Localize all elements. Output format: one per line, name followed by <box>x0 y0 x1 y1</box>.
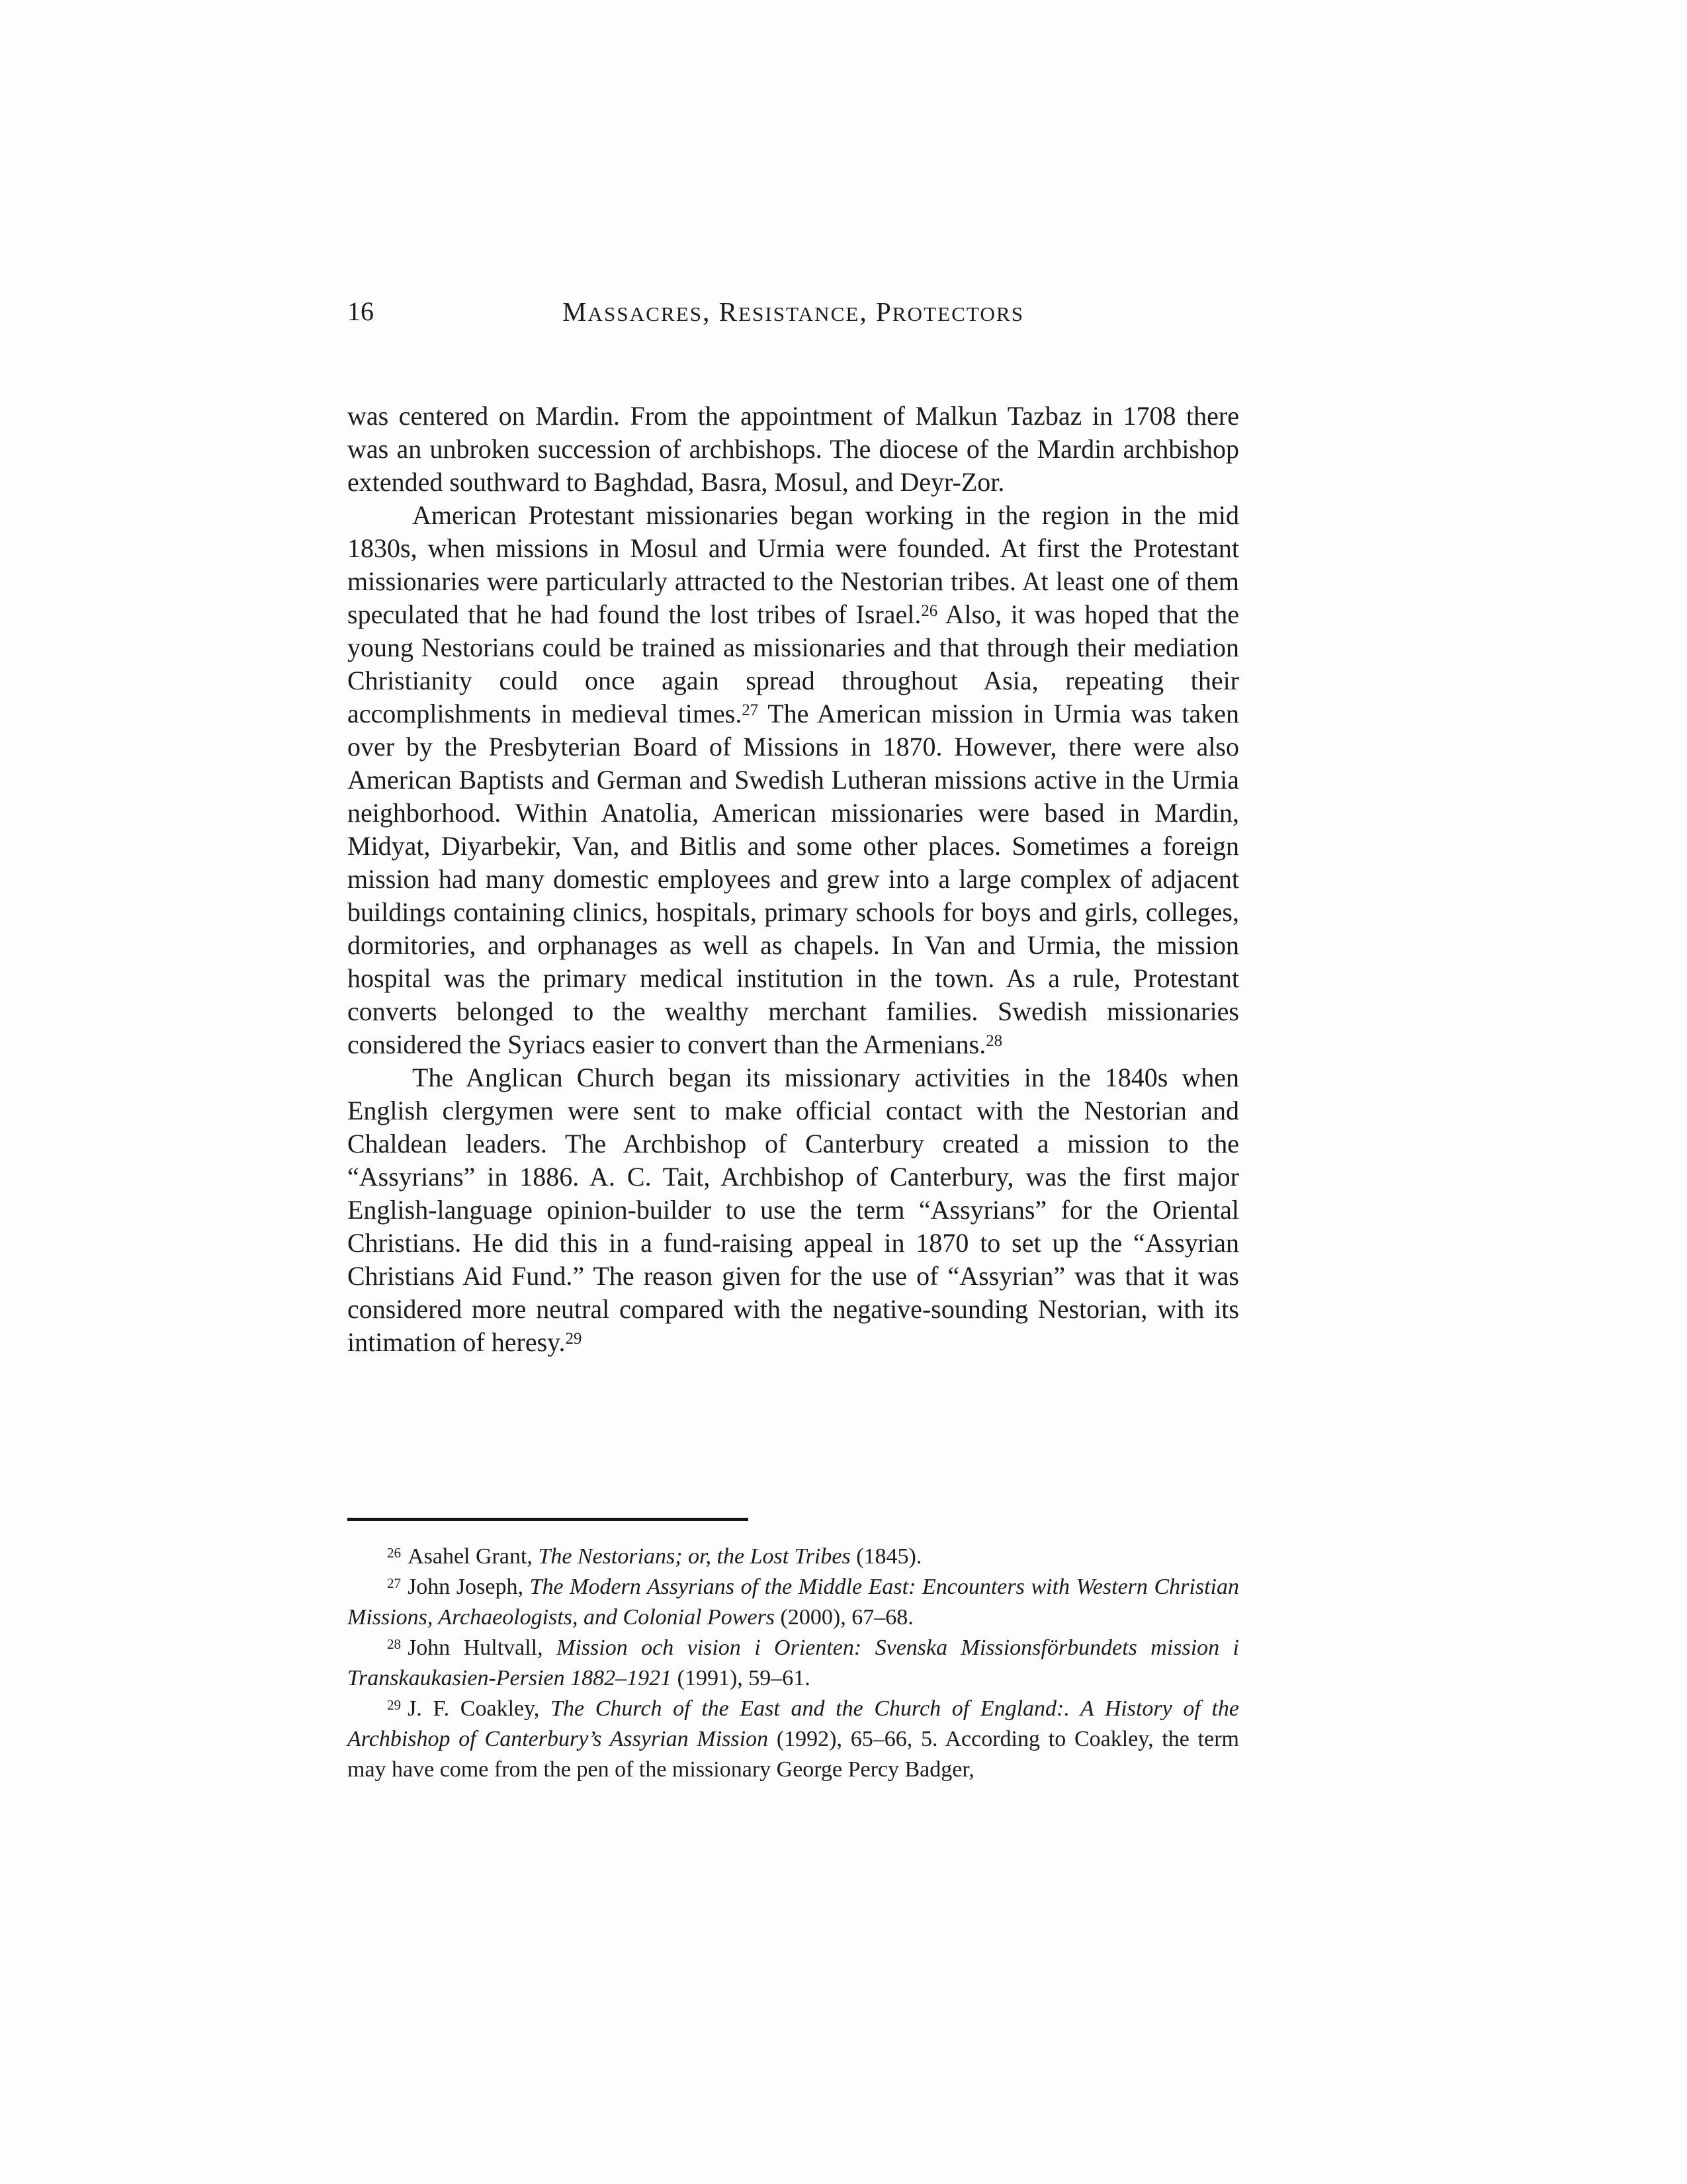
footnote-ref: 29 <box>565 1329 582 1348</box>
small-cap-letter: E <box>845 302 860 326</box>
small-cap-letter: S <box>617 302 630 326</box>
small-cap-letter: S <box>1011 302 1025 326</box>
footnote-item <box>347 1542 1239 1572</box>
small-cap-letter: R <box>996 302 1012 326</box>
text-run: (1992), 65–66, 5. According to Coakley, the term may have come from the pen of the missionary George Percy Badger, <box>347 1727 1239 1782</box>
text-run: J. F. Coakley, <box>408 1696 551 1721</box>
small-cap-letter: A <box>587 302 604 326</box>
footnotes <box>347 1542 1239 1785</box>
body-paragraph <box>347 400 1239 499</box>
body-paragraph <box>347 1061 1239 1359</box>
small-cap-letter: O <box>907 302 924 326</box>
body-paragraph <box>347 499 1239 1061</box>
text-run: The Anglican Church began its missionary activities in the 1840s when English clergymen were sent to make official contact with the Nestorian and Chaldean leaders. The Archbishop of Canterbury created a mission to the “Assyrians” in 1886. A. C. Tait, Archbishop of Canterbury, was the first major English-language opinion-builder to use the term “Assyrians” for the Oriental Christians. He did this in a fund-raising appeal in 1870 to set up the “Assyrian Christians Aid Fund.” The reason given for the use of “Assyrian” was that it was considered more neutral compared with the negative-sounding Nestorian, with its intimation of heresy. <box>347 1063 1239 1357</box>
body-text <box>347 400 1239 1359</box>
running-title: MASSACRES, RESISTANCE, PROTECTORS <box>562 296 1025 327</box>
text-run: Also, it was hoped that the young Nestorians could be trained as missionaries and that through their mediation Christianity could once again spread throughout Asia, repeating their accomplishments in medieval times. <box>347 599 1239 728</box>
small-cap-letter: A <box>629 302 646 326</box>
page-number: 16 <box>347 296 374 326</box>
small-cap-letter: T <box>966 302 980 326</box>
text-run: Asahel Grant, <box>408 1544 539 1569</box>
italic-title: The Church of the East and the Church of England:. A History of the Archbishop of Canterbury’s Assyrian Mission <box>347 1696 1240 1751</box>
small-cap-letter: A <box>798 302 815 326</box>
small-cap-letter: S <box>689 302 703 326</box>
footnote-separator-rule <box>347 1518 748 1521</box>
footnote-ref: 27 <box>742 701 759 719</box>
small-cap-letter: R <box>660 302 676 326</box>
small-cap-letter: T <box>786 302 799 326</box>
text-run: John Joseph, <box>408 1575 530 1599</box>
text-run: was centered on Mardin. From the appointment of Malkun Tazbaz in 1708 there was an unbroken succession of archbishops. The diocese of the Mardin archbishop extended southward to Baghdad, Basra, Mosul, and Deyr-Zor. <box>347 401 1239 497</box>
small-cap-letter: E <box>675 302 690 326</box>
text-run: (2000), 67–68. <box>775 1605 914 1630</box>
text-run: (1845). <box>850 1544 922 1569</box>
text-run: (1991), 59–61. <box>671 1666 810 1690</box>
text-run: The American mission in Urmia was taken over by the Presbyterian Board of Missions in 1870. However, there were also American Baptists and German and Swedish Lutheran missions active in the Urmia neighborhood. Within Anatolia, American missionaries were based in Mardin, Midyat, Diyarbekir, Van, and Bitlis and some other places. Sometimes a foreign mission had many domestic employees and grew into a large complex of adjacent buildings containing clinics, hospitals, primary schools for boys and girls, colleges, dormitories, and orphanages as well as chapels. In Van and Urmia, the mission hospital was the primary medical institution in the town. As a rule, Protestant converts belonged to the wealthy merchant families. Swedish missionaries considered the Syriacs easier to convert than the Armenians. <box>347 699 1239 1059</box>
small-cap-letter: S <box>603 302 617 326</box>
small-cap-letter: S <box>773 302 787 326</box>
text-run: American Protestant missionaries began working in the region in the mid 1830s, when missions in Mosul and Urmia were founded. At first the Protestant missionaries were particularly attracted to the Nestorian tribes. At least one of them speculated that he had found the lost tribes of Israel. <box>347 500 1239 629</box>
small-cap-letter: N <box>814 302 831 326</box>
footnote-item <box>347 1694 1239 1785</box>
italic-title: Mission och vision i Orienten: Svenska Missionsförbundets mission i Transkaukasien-Persien 1882–1921 <box>347 1636 1239 1690</box>
small-cap-letter: O <box>980 302 996 326</box>
small-cap-letter: C <box>951 302 967 326</box>
footnote-marker: 28 <box>387 1636 402 1652</box>
footnote-marker: 26 <box>387 1544 402 1561</box>
italic-title: The Modern Assyrians of the Middle East: Encounters with Western Christian Missions, Archaeologists, and Colonial Powers <box>347 1575 1239 1630</box>
footnote-item <box>347 1572 1239 1633</box>
footnote-marker: 29 <box>387 1696 402 1713</box>
footnote-ref: 28 <box>986 1031 1003 1050</box>
small-cap-letter: T <box>924 302 938 326</box>
running-header <box>347 295 1239 332</box>
small-cap-letter: R <box>892 302 908 326</box>
small-cap-letter: I <box>765 302 773 326</box>
footnote-ref: 26 <box>921 601 938 620</box>
small-cap-letter: S <box>752 302 765 326</box>
footnote-item <box>347 1633 1239 1694</box>
footnote-marker: 27 <box>387 1575 402 1591</box>
small-cap-letter: C <box>646 302 661 326</box>
small-cap-letter: E <box>738 302 752 326</box>
small-cap-letter: E <box>937 302 952 326</box>
text-run: John Hultvall, <box>408 1636 557 1660</box>
italic-title: The Nestorians; or, the Lost Tribes <box>538 1544 851 1569</box>
small-cap-letter: C <box>830 302 846 326</box>
